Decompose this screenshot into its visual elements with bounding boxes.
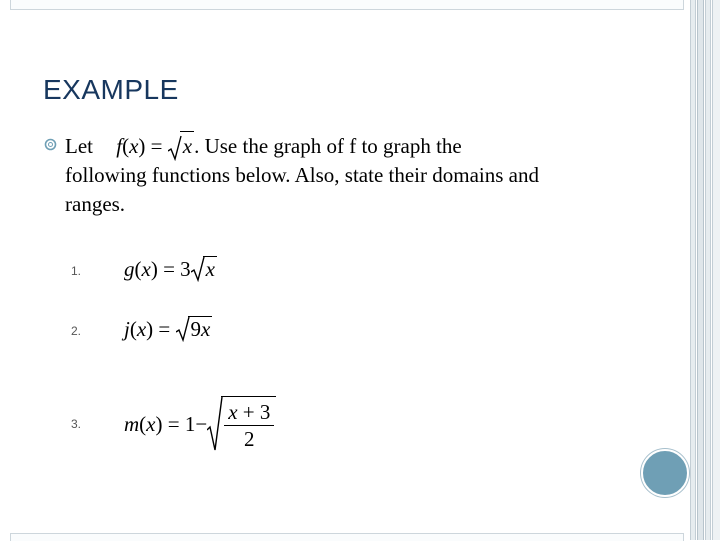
- decorative-circle-icon: [641, 449, 689, 497]
- slide-frame-top: [10, 0, 684, 10]
- formula-m: m(x) = 1− $\frac{x + 3}{2}$: [124, 396, 276, 452]
- numerator: x + 3: [224, 399, 274, 426]
- item-number: 2.: [71, 324, 82, 338]
- formula-j: j(x) = 9x: [124, 317, 211, 341]
- paragraph-text-after: . Use the graph of f to graph the: [194, 134, 462, 158]
- denominator: 2: [244, 427, 255, 451]
- paragraph-line-2: following functions below. Also, state their domains and: [65, 163, 539, 187]
- paragraph-line-1: [65, 131, 462, 161]
- slide-title: EXAMPLE: [43, 74, 179, 105]
- item-number: 1.: [71, 264, 82, 278]
- open-circle-bullet-icon: [44, 138, 57, 151]
- sqrt-symbol: [207, 396, 276, 452]
- formula-f: f(x) = x: [116, 134, 194, 158]
- sqrt-symbol: x: [168, 131, 194, 161]
- sqrt-symbol: 9x: [176, 316, 213, 342]
- item-number: 3.: [71, 417, 82, 431]
- decor-rail-1: [690, 0, 696, 540]
- decor-rail-4: [712, 0, 720, 540]
- decor-rail-3: [705, 0, 711, 540]
- paragraph-lead: Let: [65, 134, 93, 158]
- fraction: [224, 399, 274, 452]
- formula-g: g(x) = 3 x: [124, 257, 215, 281]
- paragraph-line-3: ranges.: [65, 192, 126, 216]
- sqrt-symbol: x: [191, 256, 217, 282]
- decor-rail-2: [697, 0, 704, 540]
